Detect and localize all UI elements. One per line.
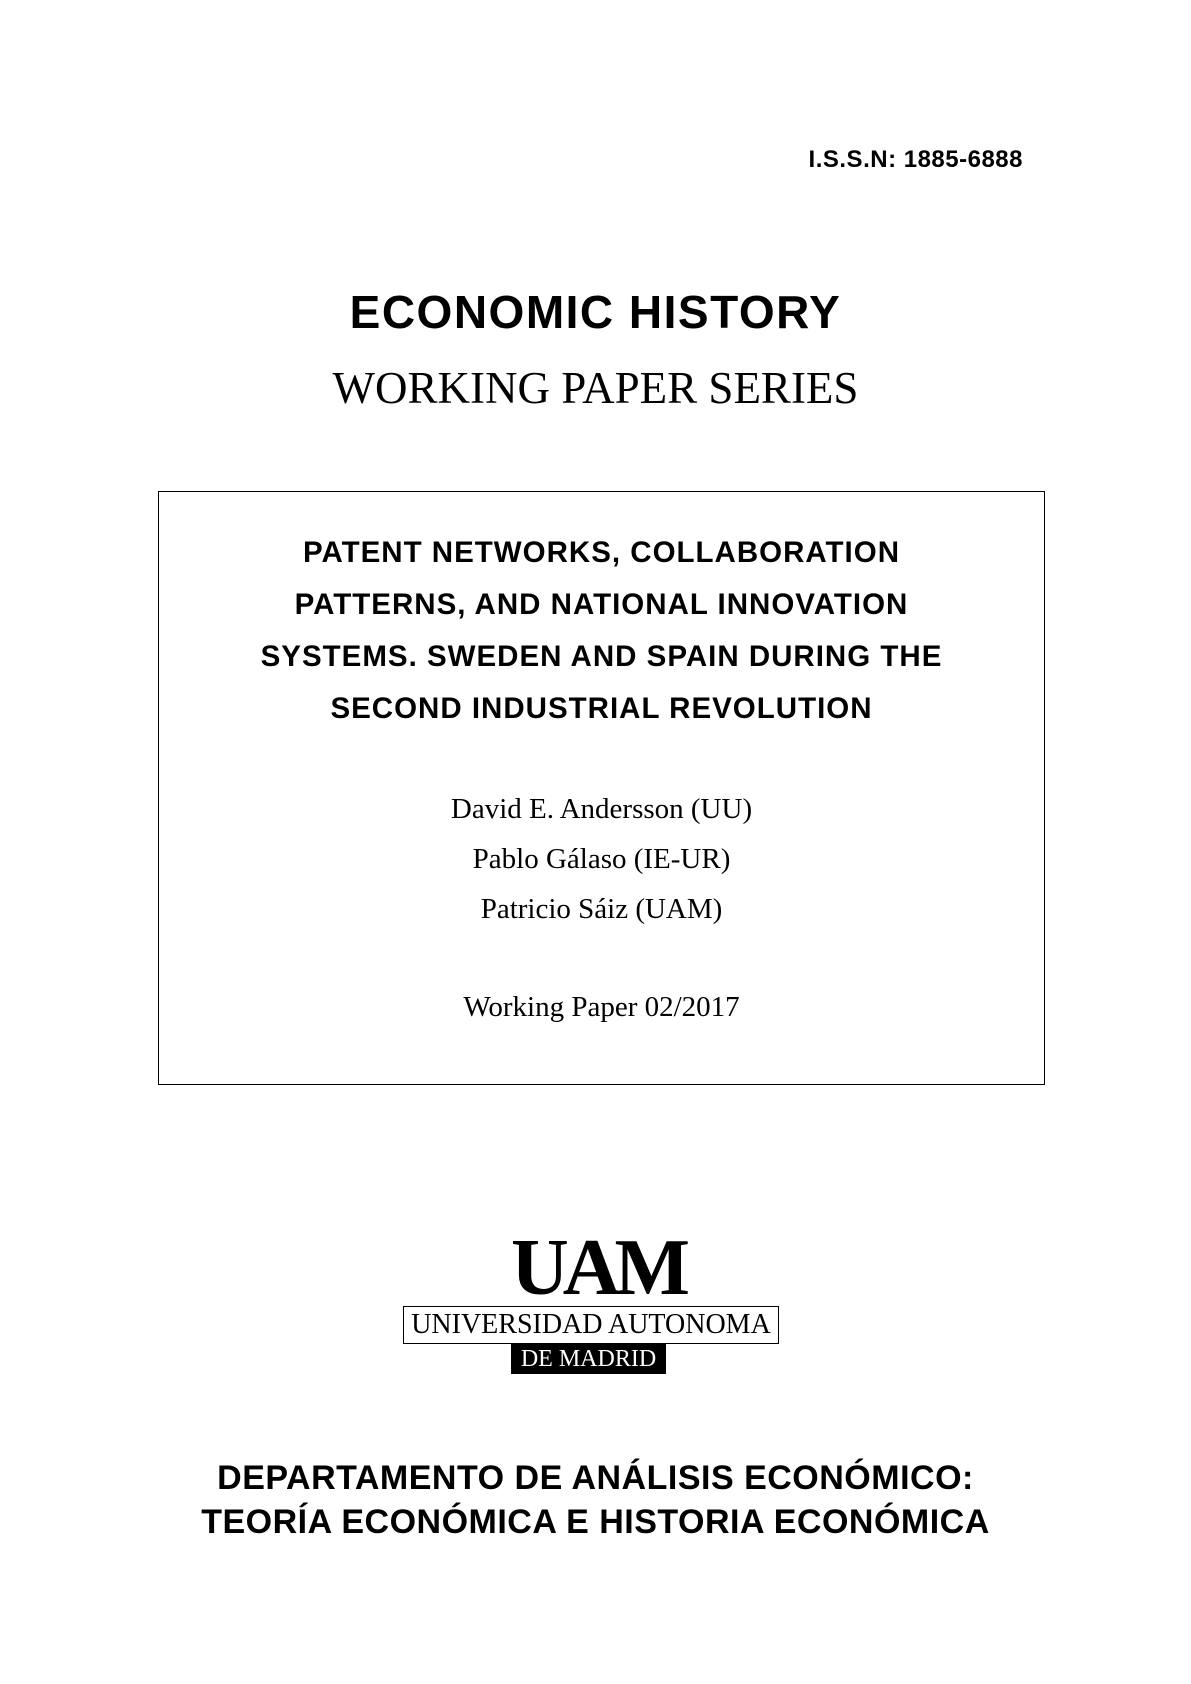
- uam-logo: [403, 1224, 783, 1380]
- paper-title-line: PATENT NETWORKS, COLLABORATION: [302, 536, 900, 569]
- author-name: David E. Andersson (UU): [450, 793, 753, 825]
- uam-logo-university: UNIVERSIDAD AUTONOMA: [403, 1306, 779, 1344]
- issn-number: I.S.S.N: 1885-6888: [808, 146, 1023, 173]
- uam-logo-mark: UAM: [511, 1224, 685, 1312]
- series-subtitle: WORKING PAPER SERIES: [332, 363, 859, 413]
- paper-title-line: SYSTEMS. SWEDEN AND SPAIN DURING THE: [260, 640, 943, 673]
- department-line: TEORÍA ECONÓMICA E HISTORIA ECONÓMICA: [201, 1503, 990, 1541]
- department-name: [0, 1456, 1191, 1544]
- department-line: DEPARTAMENTO DE ANÁLISIS ECONÓMICO:: [217, 1459, 974, 1497]
- paper-info-box: [158, 491, 1045, 1085]
- author-name: Patricio Sáiz (UAM): [480, 893, 723, 925]
- paper-title: [159, 527, 1044, 735]
- author-list: [159, 784, 1044, 934]
- working-paper-number: Working Paper 02/2017: [463, 991, 740, 1023]
- series-title: ECONOMIC HISTORY: [349, 286, 842, 338]
- author-name: Pablo Gálaso (IE-UR): [472, 843, 731, 875]
- paper-title-line: PATTERNS, AND NATIONAL INNOVATION: [294, 588, 909, 621]
- paper-title-line: SECOND INDUSTRIAL REVOLUTION: [330, 692, 873, 725]
- uam-logo-city: DE MADRID: [511, 1344, 666, 1374]
